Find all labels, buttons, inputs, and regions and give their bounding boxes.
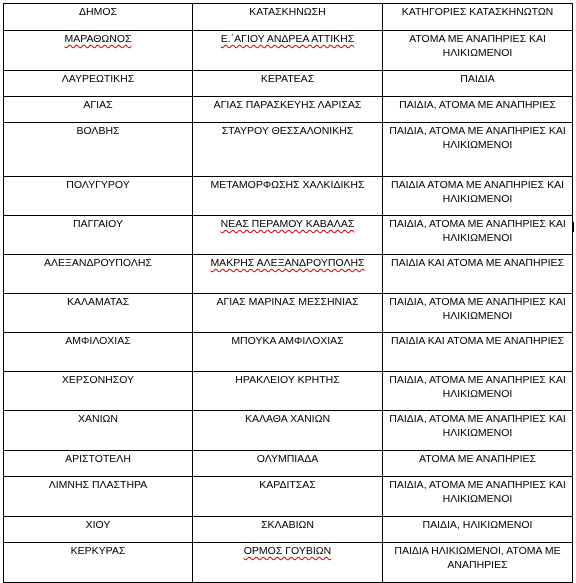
table-row [4,411,573,451]
municipality-cell: ΑΡΙΣΤΟΤΕΛΗ [4,451,193,477]
municipality-cell: ΧΙΟΥ [4,517,193,543]
camp-cell [193,216,383,255]
header-row [4,4,573,31]
municipality-cell [4,31,193,71]
camp-text: ΝΕΑΣ ΠΕΡΑΜΟΥ ΚΑΒΑΛΑΣ [220,218,355,230]
municipality-cell: ΑΛΕΞΑΝΔΡΟΥΠΟΛΗΣ [4,255,193,294]
table-row [4,451,573,477]
header-categories: ΚΑΤΗΓΟΡΙΕΣ ΚΑΤΑΣΚΗΝΩΤΩΝ [383,4,573,31]
categories-cell: ΑΤΟΜΑ ΜΕ ΑΝΑΠΗΡΙΕΣ [383,451,573,477]
table-row [4,517,573,543]
categories-cell: ΑΤΟΜΑ ΜΕ ΑΝΑΠΗΡΙΕΣ ΚΑΙ ΗΛΙΚΙΩΜΕΝΟΙ [383,31,573,71]
municipality-cell: ΑΓΙΑΣ [4,97,193,123]
table-row [4,294,573,333]
categories-cell: ΠΑΙΔΙΑ ΑΤΟΜΑ ΜΕ ΑΝΑΠΗΡΙΕΣ ΚΑΙ ΗΛΙΚΙΩΜΕΝΟΙ [383,177,573,216]
table-row [4,177,573,216]
categories-cell: ΠΑΙΔΙΑ, ΑΤΟΜΑ ΜΕ ΑΝΑΠΗΡΙΕΣ ΚΑΙ ΗΛΙΚΙΩΜΕΝΟΙ [383,294,573,333]
table-row [4,216,573,255]
municipality-cell: ΠΑΓΓΑΙΟΥ [4,216,193,255]
categories-cell: ΠΑΙΔΙΑ ΚΑΙ ΑΤΟΜΑ ΜΕ ΑΝΑΠΗΡΙΕΣ [383,255,573,294]
categories-cell: ΠΑΙΔΙΑ, ΗΛΙΚΙΩΜΕΝΟΙ [383,517,573,543]
municipality-cell: ΑΜΦΙΛΟΧΙΑΣ [4,333,193,372]
camp-text: Ε.΄ΑΓΙΟΥ ΑΝΔΡΕΑ ΑΤΤΙΚΗΣ [220,33,355,45]
municipality-cell: ΛΙΜΝΗΣ ΠΛΑΣΤΗΡΑ [4,477,193,517]
table-row [4,333,573,372]
categories-cell: ΠΑΙΔΙΑ ΚΑΙ ΑΤΟΜΑ ΜΕ ΑΝΑΠΗΡΙΕΣ [383,333,573,372]
camp-cell: ΚΑΡΔΙΤΣΑΣ [193,477,383,517]
municipality-cell: ΚΑΛΑΜΑΤΑΣ [4,294,193,333]
camp-cell [193,543,383,583]
camp-cell: ΗΡΑΚΛΕΙΟΥ ΚΡΗΤΗΣ [193,372,383,411]
table-row [4,477,573,517]
camp-text: ΟΡΜΟΣ ΓΟΥΒΙΩΝ [243,545,332,557]
categories-cell: ΠΑΙΔΙΑ, ΑΤΟΜΑ ΜΕ ΑΝΑΠΗΡΙΕΣ ΚΑΙ ΗΛΙΚΙΩΜΕΝΟΙ [383,411,573,451]
categories-cell: ΠΑΙΔΙΑ [383,71,573,97]
camp-text: ΜΑΚΡΗΣ ΑΛΕΞΑΝΔΡΟΥΠΟΛΗΣ [210,257,365,269]
table-row [4,372,573,411]
camp-cell: ΚΑΛΑΘΑ ΧΑΝΙΩΝ [193,411,383,451]
camp-cell [193,31,383,71]
camps-table [3,3,573,583]
camp-cell: ΣΚΛΑΒΙΩΝ [193,517,383,543]
camp-cell: ΚΕΡΑΤΕΑΣ [193,71,383,97]
categories-cell: ΠΑΙΔΙΑ ΗΛΙΚΙΩΜΕΝΟΙ, ΑΤΟΜΑ ΜΕ ΑΝΑΠΗΡΙΕΣ [383,543,573,583]
categories-cell: ΠΑΙΔΙΑ, ΑΤΟΜΑ ΜΕ ΑΝΑΠΗΡΙΕΣ ΚΑΙ ΗΛΙΚΙΩΜΕΝΟΙ [383,216,573,255]
camp-cell: ΑΓΙΑΣ ΠΑΡΑΣΚΕΥΗΣ ΛΑΡΙΣΑΣ [193,97,383,123]
camp-cell: ΜΠΟΥΚΑ ΑΜΦΙΛΟΧΙΑΣ [193,333,383,372]
table-row [4,543,573,583]
camp-cell [193,255,383,294]
municipality-cell: ΧΑΝΙΩΝ [4,411,193,451]
municipality-cell: ΒΟΛΒΗΣ [4,123,193,177]
municipality-cell: ΛΑΥΡΕΩΤΙΚΗΣ [4,71,193,97]
table-row [4,31,573,71]
categories-cell: ΠΑΙΔΙΑ, ΑΤΟΜΑ ΜΕ ΑΝΑΠΗΡΙΕΣ ΚΑΙ ΗΛΙΚΙΩΜΕΝΟΙ [383,477,573,517]
camp-cell: ΟΛΥΜΠΙΑΔΑ [193,451,383,477]
margin-marker [572,222,574,232]
camp-cell: ΜΕΤΑΜΟΡΦΩΣΗΣ ΧΑΛΚΙΔΙΚΗΣ [193,177,383,216]
municipality-cell: ΠΟΛΥΓΥΡΟΥ [4,177,193,216]
municipality-cell: ΧΕΡΣΟΝΗΣΟΥ [4,372,193,411]
header-camp: ΚΑΤΑΣΚΗΝΩΣΗ [193,4,383,31]
municipality-text: ΜΑΡΑΘΩΝΟΣ [64,33,132,45]
table-row [4,71,573,97]
table-row [4,97,573,123]
header-municipality: ΔΗΜΟΣ [4,4,193,31]
camp-cell: ΣΤΑΥΡΟΥ ΘΕΣΣΑΛΟΝΙΚΗΣ [193,123,383,177]
table-row [4,255,573,294]
categories-cell: ΠΑΙΔΙΑ, ΑΤΟΜΑ ΜΕ ΑΝΑΠΗΡΙΕΣ [383,97,573,123]
camp-cell: ΑΓΙΑΣ ΜΑΡΙΝΑΣ ΜΕΣΣΗΝΙΑΣ [193,294,383,333]
table-row [4,123,573,177]
categories-cell: ΠΑΙΔΙΑ, ΑΤΟΜΑ ΜΕ ΑΝΑΠΗΡΙΕΣ ΚΑΙ ΗΛΙΚΙΩΜΕΝΟΙ [383,123,573,177]
categories-cell: ΠΑΙΔΙΑ, ΑΤΟΜΑ ΜΕ ΑΝΑΠΗΡΙΕΣ ΚΑΙ ΗΛΙΚΙΩΜΕΝΟΙ [383,372,573,411]
municipality-cell: ΚΕΡΚΥΡΑΣ [4,543,193,583]
